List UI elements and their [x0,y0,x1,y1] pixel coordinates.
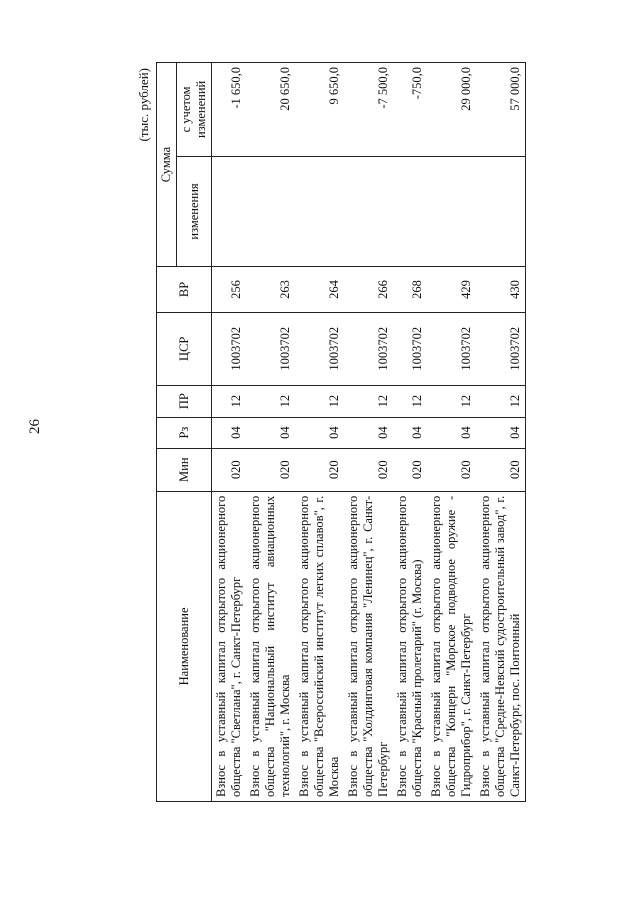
row-pr: 12 [246,385,295,417]
row-csr: 1003702 [476,312,526,385]
row-total: 29 000,0 [427,63,476,157]
units-label: (тыс. рублей) [136,68,151,142]
row-csr: 1003702 [295,312,344,385]
table-row [344,63,393,802]
row-changes [427,156,476,266]
table-row [295,63,344,802]
row-name: Взнос в уставный капитал открытого акционерного общества "Холдинговая компания "Ленинец", г. Санкт-Петербург [344,491,393,801]
row-csr: 1003702 [212,312,247,385]
row-pr: 12 [476,385,526,417]
row-rz: 04 [212,417,247,448]
row-changes [393,156,427,266]
row-min: 020 [476,448,526,491]
header-vr: ВР [157,267,212,313]
table-row [427,63,476,802]
row-name: Взнос в уставный капитал открытого акционерного общества "Национальный институт авиационных технологий", г. Москва [246,491,295,801]
row-total: 57 000,0 [476,63,526,157]
row-pr: 12 [295,385,344,417]
row-min: 020 [427,448,476,491]
row-changes [212,156,247,266]
row-changes [344,156,393,266]
row-pr: 12 [212,385,247,417]
row-min: 020 [295,448,344,491]
row-total: 20 650,0 [246,63,295,157]
row-name: Взнос в уставный капитал открытого акционерного общества "Красный пролетарий" (г. Москва) [393,491,427,801]
budget-table [156,62,526,802]
row-csr: 1003702 [427,312,476,385]
header-min: Мин [157,448,212,491]
row-rz: 04 [246,417,295,448]
row-vr: 264 [295,267,344,313]
row-min: 020 [344,448,393,491]
row-rz: 04 [344,417,393,448]
header-csr: ЦСР [157,312,212,385]
row-changes [476,156,526,266]
row-total: -7 500,0 [344,63,393,157]
row-changes [295,156,344,266]
table-row [476,63,526,802]
header-with-changes: с учетом изменений [177,63,212,157]
row-name: Взнос в уставный капитал открытого акционерного общества "Средне-Невский судостроительный завод", г. Санкт-Петербург, пос. Понтонный [476,491,526,801]
row-changes [246,156,295,266]
row-total: 9 650,0 [295,63,344,157]
header-row [157,63,177,802]
row-min: 020 [393,448,427,491]
table-body [212,63,526,802]
row-total: -1 650,0 [212,63,247,157]
row-pr: 12 [427,385,476,417]
row-csr: 1003702 [246,312,295,385]
row-min: 020 [246,448,295,491]
row-vr: 263 [246,267,295,313]
row-name: Взнос в уставный капитал открытого акционерного общества "Светлана", г. Санкт-Петербург [212,491,247,801]
table-row [393,63,427,802]
row-vr: 430 [476,267,526,313]
rotated-page [136,62,596,802]
row-rz: 04 [295,417,344,448]
row-vr: 266 [344,267,393,313]
row-vr: 256 [212,267,247,313]
row-total: -750,0 [393,63,427,157]
table-row [212,63,247,802]
header-name: Наименование [157,491,212,801]
page-number: 26 [27,419,43,434]
row-rz: 04 [476,417,526,448]
row-rz: 04 [393,417,427,448]
row-min: 020 [212,448,247,491]
header-changes: изменения [177,156,212,266]
row-name: Взнос в уставный капитал открытого акционерного общества "Всероссийский институт легких сплавов", г. Москва [295,491,344,801]
row-vr: 268 [393,267,427,313]
landscape-content [136,62,596,802]
row-name: Взнос в уставный капитал открытого акционерного общества "Концерн "Морское подводное оружие - Гидроприбор", г. Санкт-Петербург [427,491,476,801]
row-csr: 1003702 [344,312,393,385]
header-rz: Рз [157,417,212,448]
header-pr: ПР [157,385,212,417]
table-row [246,63,295,802]
row-csr: 1003702 [393,312,427,385]
row-vr: 429 [427,267,476,313]
row-rz: 04 [427,417,476,448]
row-pr: 12 [393,385,427,417]
header-sum: Сумма [157,63,177,267]
row-pr: 12 [344,385,393,417]
